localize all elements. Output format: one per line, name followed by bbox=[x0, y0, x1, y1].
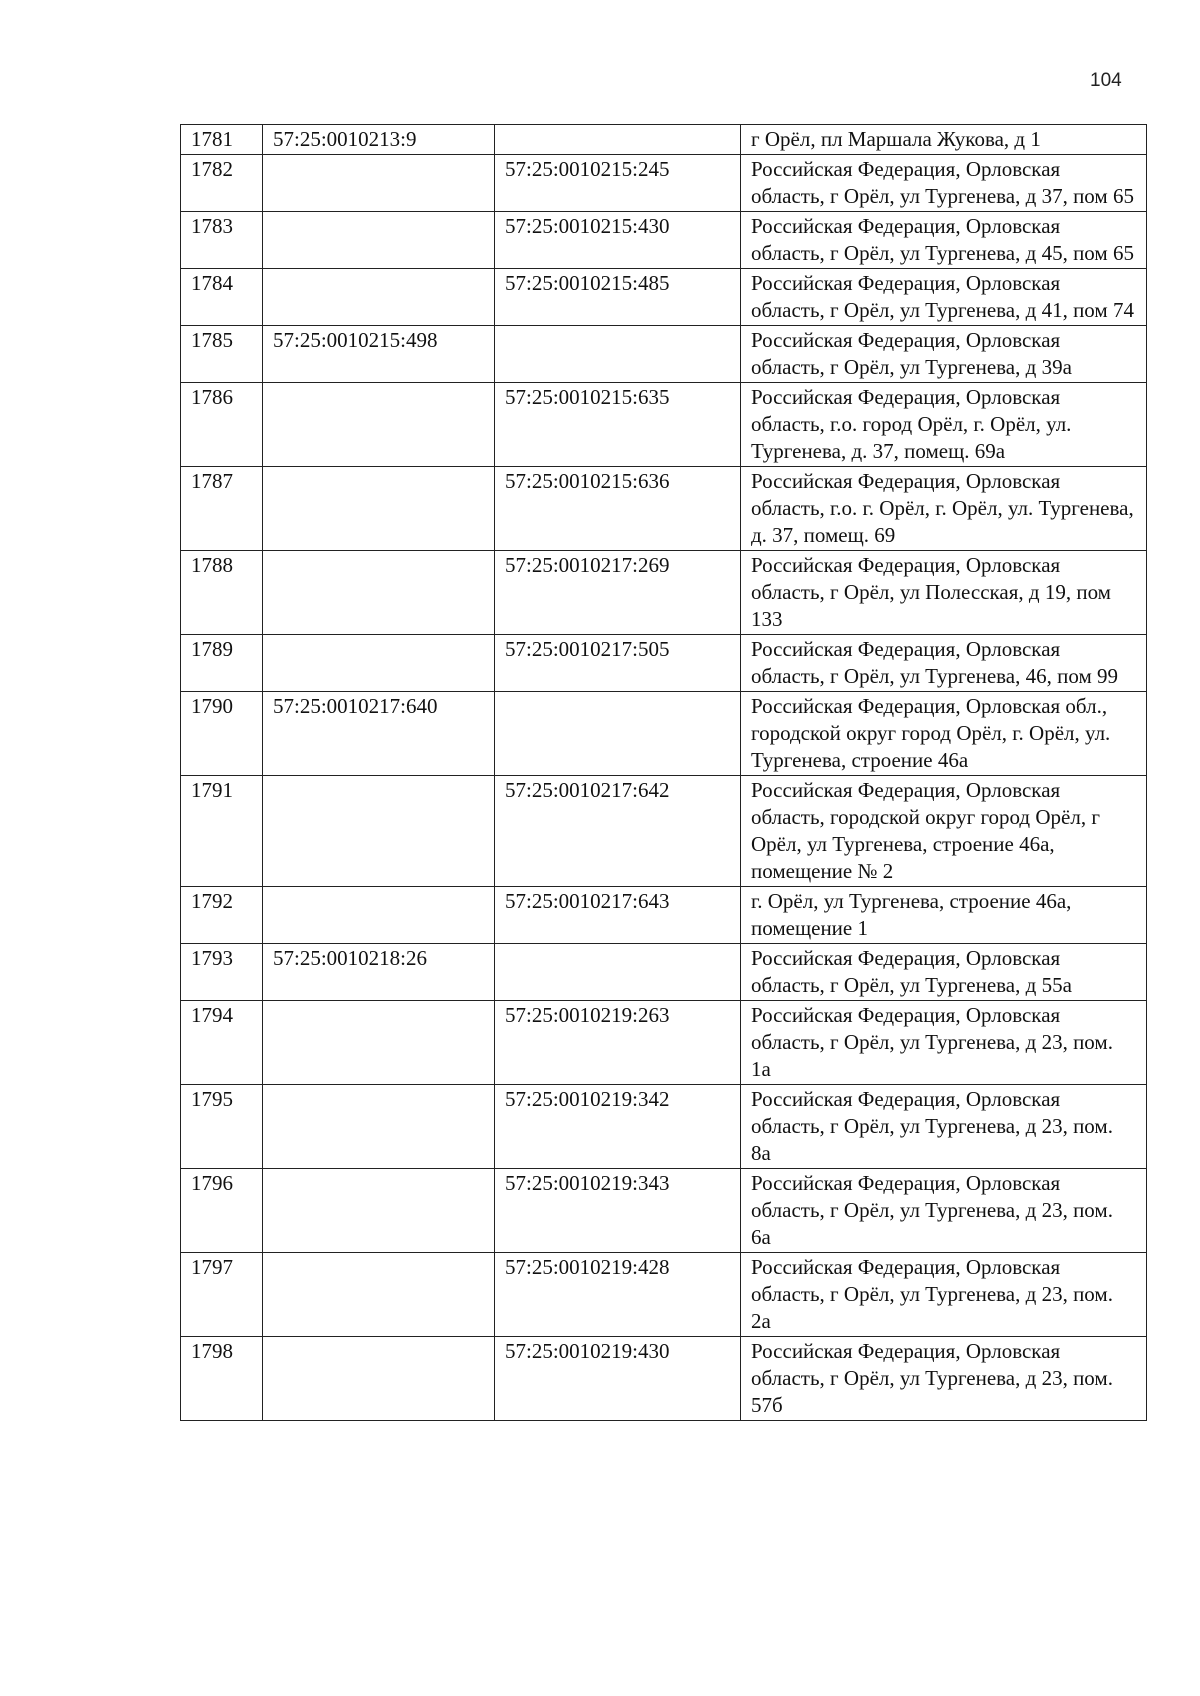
row-number-cell: 1794 bbox=[181, 1001, 263, 1085]
table-row bbox=[181, 125, 1147, 155]
table-row bbox=[181, 887, 1147, 944]
land-cadastral-number-cell bbox=[263, 155, 495, 212]
row-number-cell: 1788 bbox=[181, 551, 263, 635]
premises-cadastral-number-cell: 57:25:0010219:343 bbox=[495, 1169, 741, 1253]
table-row bbox=[181, 1169, 1147, 1253]
row-number-cell: 1786 bbox=[181, 383, 263, 467]
land-cadastral-number-cell bbox=[263, 467, 495, 551]
address-cell: Российская Федерация, Орловская область, г Орёл, ул Тургенева, д 37, пом 65 bbox=[741, 155, 1147, 212]
premises-cadastral-number-cell: 57:25:0010217:269 bbox=[495, 551, 741, 635]
row-number-cell: 1781 bbox=[181, 125, 263, 155]
row-number-cell: 1796 bbox=[181, 1169, 263, 1253]
premises-cadastral-number-cell bbox=[495, 944, 741, 1001]
land-cadastral-number-cell bbox=[263, 887, 495, 944]
row-number-cell: 1792 bbox=[181, 887, 263, 944]
address-cell: Российская Федерация, Орловская область, г Орёл, ул Тургенева, 46, пом 99 bbox=[741, 635, 1147, 692]
premises-cadastral-number-cell bbox=[495, 125, 741, 155]
table-row bbox=[181, 944, 1147, 1001]
premises-cadastral-number-cell: 57:25:0010217:643 bbox=[495, 887, 741, 944]
address-cell: Российская Федерация, Орловская область, г Орёл, ул Тургенева, д 23, пом. 6а bbox=[741, 1169, 1147, 1253]
premises-cadastral-number-cell: 57:25:0010215:430 bbox=[495, 212, 741, 269]
address-cell: Российская Федерация, Орловская область, г Орёл, ул Тургенева, д 45, пом 65 bbox=[741, 212, 1147, 269]
land-cadastral-number-cell bbox=[263, 776, 495, 887]
address-cell: Российская Федерация, Орловская область, г Орёл, ул Тургенева, д 23, пом. 1а bbox=[741, 1001, 1147, 1085]
row-number-cell: 1791 bbox=[181, 776, 263, 887]
address-cell: Российская Федерация, Орловская область, г Орёл, ул Тургенева, д 23, пом. 2а bbox=[741, 1253, 1147, 1337]
row-number-cell: 1797 bbox=[181, 1253, 263, 1337]
land-cadastral-number-cell bbox=[263, 1085, 495, 1169]
registry-table bbox=[180, 124, 1147, 1421]
table-row bbox=[181, 1337, 1147, 1421]
address-cell: Российская Федерация, Орловская область, г Орёл, ул Тургенева, д 55а bbox=[741, 944, 1147, 1001]
address-cell: Российская Федерация, Орловская область, г Орёл, ул Тургенева, д 23, пом. 57б bbox=[741, 1337, 1147, 1421]
premises-cadastral-number-cell: 57:25:0010219:342 bbox=[495, 1085, 741, 1169]
table-row bbox=[181, 212, 1147, 269]
table-row bbox=[181, 326, 1147, 383]
table-row bbox=[181, 635, 1147, 692]
table-row bbox=[181, 1001, 1147, 1085]
row-number-cell: 1785 bbox=[181, 326, 263, 383]
address-cell: Российская Федерация, Орловская область, г Орёл, ул Тургенева, д 41, пом 74 bbox=[741, 269, 1147, 326]
land-cadastral-number-cell bbox=[263, 1253, 495, 1337]
row-number-cell: 1798 bbox=[181, 1337, 263, 1421]
address-cell: Российская Федерация, Орловская область, г Орёл, ул Полесская, д 19, пом 133 bbox=[741, 551, 1147, 635]
table-row bbox=[181, 269, 1147, 326]
premises-cadastral-number-cell: 57:25:0010215:635 bbox=[495, 383, 741, 467]
premises-cadastral-number-cell bbox=[495, 326, 741, 383]
page-number: 104 bbox=[1090, 70, 1122, 91]
table-row bbox=[181, 155, 1147, 212]
premises-cadastral-number-cell: 57:25:0010217:505 bbox=[495, 635, 741, 692]
premises-cadastral-number-cell: 57:25:0010219:263 bbox=[495, 1001, 741, 1085]
land-cadastral-number-cell: 57:25:0010213:9 bbox=[263, 125, 495, 155]
land-cadastral-number-cell bbox=[263, 212, 495, 269]
registry-table-body bbox=[181, 125, 1147, 1421]
row-number-cell: 1790 bbox=[181, 692, 263, 776]
row-number-cell: 1784 bbox=[181, 269, 263, 326]
land-cadastral-number-cell bbox=[263, 1337, 495, 1421]
premises-cadastral-number-cell: 57:25:0010217:642 bbox=[495, 776, 741, 887]
row-number-cell: 1789 bbox=[181, 635, 263, 692]
address-cell: Российская Федерация, Орловская область, г.о. город Орёл, г. Орёл, ул. Тургенева, д. 37, помещ. 69а bbox=[741, 383, 1147, 467]
premises-cadastral-number-cell bbox=[495, 692, 741, 776]
address-cell: Российская Федерация, Орловская область, г Орёл, ул Тургенева, д 23, пом. 8а bbox=[741, 1085, 1147, 1169]
row-number-cell: 1787 bbox=[181, 467, 263, 551]
table-row bbox=[181, 551, 1147, 635]
land-cadastral-number-cell bbox=[263, 635, 495, 692]
land-cadastral-number-cell bbox=[263, 1001, 495, 1085]
table-row bbox=[181, 467, 1147, 551]
table-row bbox=[181, 383, 1147, 467]
row-number-cell: 1795 bbox=[181, 1085, 263, 1169]
land-cadastral-number-cell bbox=[263, 269, 495, 326]
land-cadastral-number-cell bbox=[263, 1169, 495, 1253]
table-row bbox=[181, 1253, 1147, 1337]
land-cadastral-number-cell: 57:25:0010218:26 bbox=[263, 944, 495, 1001]
premises-cadastral-number-cell: 57:25:0010215:245 bbox=[495, 155, 741, 212]
land-cadastral-number-cell bbox=[263, 551, 495, 635]
land-cadastral-number-cell: 57:25:0010215:498 bbox=[263, 326, 495, 383]
address-cell: Российская Федерация, Орловская область, г Орёл, ул Тургенева, д 39а bbox=[741, 326, 1147, 383]
land-cadastral-number-cell: 57:25:0010217:640 bbox=[263, 692, 495, 776]
premises-cadastral-number-cell: 57:25:0010219:430 bbox=[495, 1337, 741, 1421]
table-row bbox=[181, 1085, 1147, 1169]
row-number-cell: 1793 bbox=[181, 944, 263, 1001]
table-row bbox=[181, 776, 1147, 887]
address-cell: Российская Федерация, Орловская область, г.о. г. Орёл, г. Орёл, ул. Тургенева, д. 37, помещ. 69 bbox=[741, 467, 1147, 551]
row-number-cell: 1782 bbox=[181, 155, 263, 212]
address-cell: Российская Федерация, Орловская обл., городской округ город Орёл, г. Орёл, ул. Тургенева, строение 46а bbox=[741, 692, 1147, 776]
row-number-cell: 1783 bbox=[181, 212, 263, 269]
premises-cadastral-number-cell: 57:25:0010215:485 bbox=[495, 269, 741, 326]
premises-cadastral-number-cell: 57:25:0010219:428 bbox=[495, 1253, 741, 1337]
land-cadastral-number-cell bbox=[263, 383, 495, 467]
premises-cadastral-number-cell: 57:25:0010215:636 bbox=[495, 467, 741, 551]
table-row bbox=[181, 692, 1147, 776]
address-cell: г Орёл, пл Маршала Жукова, д 1 bbox=[741, 125, 1147, 155]
address-cell: Российская Федерация, Орловская область, городской округ город Орёл, г Орёл, ул Тургенева, строение 46а, помещение № 2 bbox=[741, 776, 1147, 887]
address-cell: г. Орёл, ул Тургенева, строение 46а, помещение 1 bbox=[741, 887, 1147, 944]
